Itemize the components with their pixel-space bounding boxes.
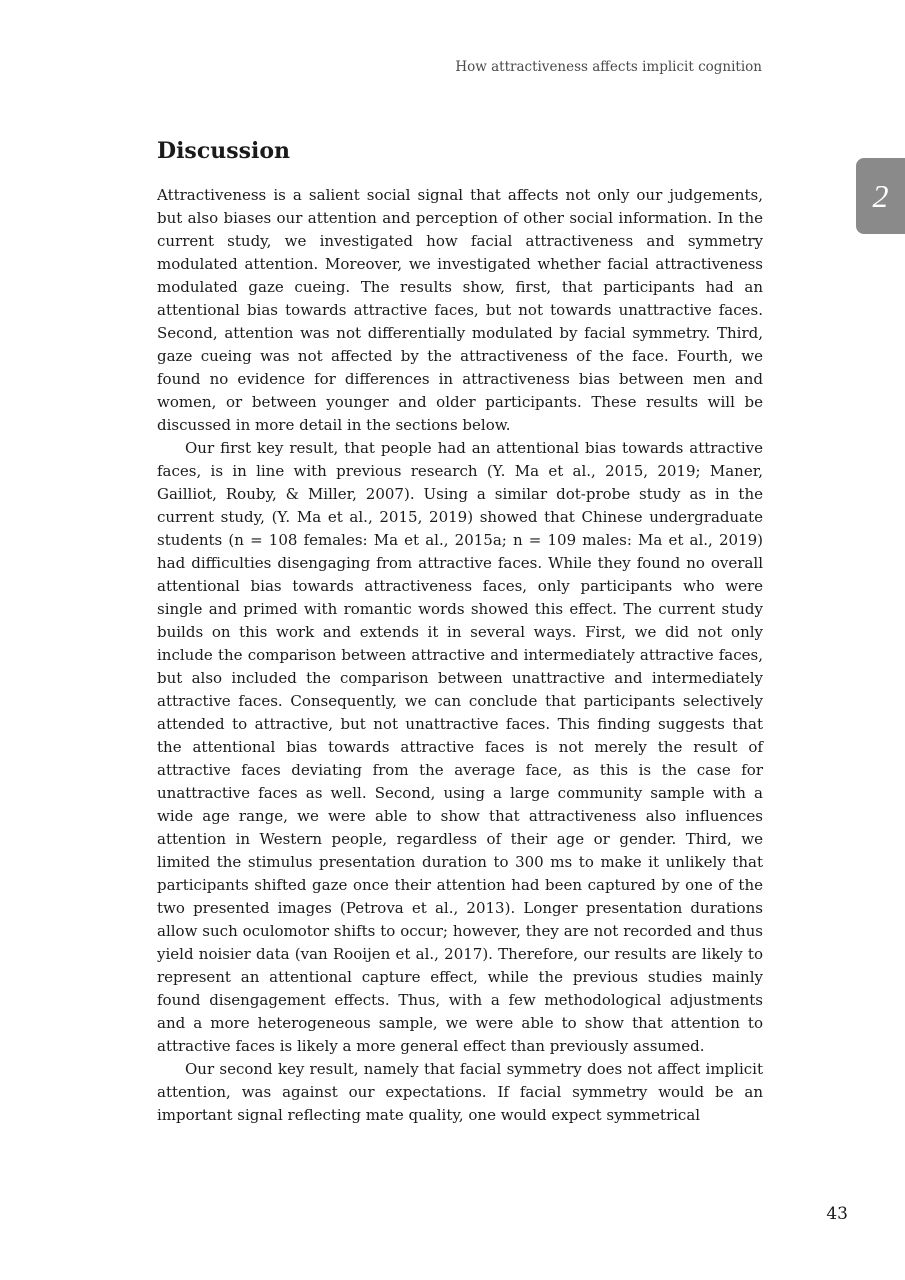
body-text xyxy=(157,184,763,1127)
paragraph: Attractiveness is a salient social signal that affects not only our judgements, but also biases our attention and perception of other social information. In the current study, we investigated how facial attractiveness and symmetry modulated attention. Moreover, we investigated whether facial attractiveness modulated gaze cueing. The results show, first, that participants had an attentional bias towards attractive faces, but not towards unattractive faces. Second, attention was not differentially modulated by facial symmetry. Third, gaze cueing was not affected by the attractiveness of the face. Fourth, we found no evidence for differences in attractiveness bias between men and women, or between younger and older participants. These results will be discussed in more detail in the sections below. xyxy=(157,186,763,434)
page-number: 43 xyxy=(826,1204,848,1224)
paragraph: Our second key result, namely that facial symmetry does not affect implicit attention, was against our expectations. If facial symmetry would be an important signal reflecting mate quality, one would expect symmetrical xyxy=(157,1060,763,1124)
paragraph: Our first key result, that people had an attentional bias towards attractive faces, is in line with previous research (Y. Ma et al., 2015, 2019; Maner, Gailliot, Rouby, & Miller, 2007). Using a similar dot-probe study as in the current study, (Y. Ma et al., 2015, 2019) showed that Chinese undergraduate students (n = 108 females: Ma et al., 2015a; n = 109 males: Ma et al., 2019) had difficulties disengaging from attractive faces. While they found no overall attentional bias towards attractiveness faces, only participants who were single and primed with romantic words showed this effect. The current study builds on this work and extends it in several ways. First, we did not only include the comparison between attractive and intermediately attractive faces, but also included the comparison between unattractive and intermediately attractive faces. Consequently, we can conclude that participants selectively attended to attractive, but not unattractive faces. This finding suggests that the attentional bias towards attractive faces is not merely the result of attractive faces deviating from the average face, as this is the case for unattractive faces as well. Second, using a large community sample with a wide age range, we were able to show that attractiveness also influences attention in Western people, regardless of their age or gender. Third, we limited the stimulus presentation duration to 300 ms to make it unlikely that participants shifted gaze once their attention had been captured by one of the two presented images (Petrova et al., 2013). Longer presentation durations allow such oculomotor shifts to occur; however, they are not recorded and thus yield noisier data (van Rooijen et al., 2017). Therefore, our results are likely to represent an attentional capture effect, while the previous studies mainly found disengagement effects. Thus, with a few methodological adjustments and a more heterogeneous sample, we were able to show that attention to attractive faces is likely a more general effect than previously assumed. xyxy=(157,439,763,1055)
section-heading: Discussion xyxy=(157,138,291,164)
running-header: How attractiveness affects implicit cognition xyxy=(455,59,762,75)
chapter-tab: 2 xyxy=(856,158,905,234)
